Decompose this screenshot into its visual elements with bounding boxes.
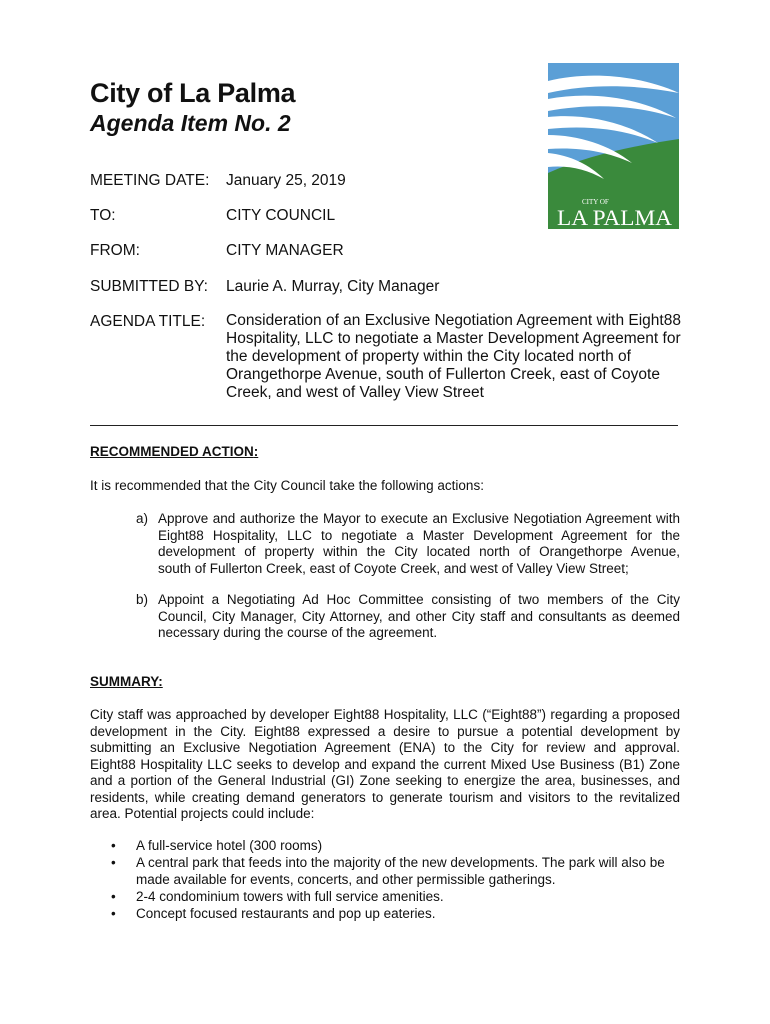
agenda-title-line: Consideration of an Exclusive Negotiation Agreement with Eight88: [226, 312, 681, 329]
from-label: FROM:: [90, 242, 140, 259]
meeting-date-label: MEETING DATE:: [90, 172, 210, 189]
recommended-action-intro: It is recommended that the City Council take the following actions:: [90, 478, 484, 493]
agenda-title-label: AGENDA TITLE:: [90, 313, 206, 330]
agenda-title-line: Creek, and west of Valley View Street: [226, 384, 484, 401]
agenda-title-line: Hospitality, LLC to negotiate a Master Development Agreement for: [226, 330, 681, 347]
logo-main-text: LA PALMA: [557, 205, 673, 229]
action-item-text: Approve and authorize the Mayor to execute an Exclusive Negotiation Agreement with Eight88 Hospitality, LLC to negotiate a Master Development Agreement for the development of property within the City located north of Orangethorpe Avenue, south of Fullerton Creek, east of Coyote Creek, and west of Valley View Street;: [158, 511, 680, 576]
header-divider: [90, 425, 678, 426]
to-value: CITY COUNCIL: [226, 207, 336, 224]
to-label: TO:: [90, 207, 116, 224]
bullet-icon: •: [111, 855, 116, 870]
action-item-text: Appoint a Negotiating Ad Hoc Committee consisting of two members of the City Council, City Manager, City Attorney, and other City staff and consultants as deemed necessary during the course of the agreement.: [158, 592, 680, 640]
document-title: City of La Palma: [90, 78, 296, 108]
recommended-action-heading: RECOMMENDED ACTION:: [90, 444, 259, 459]
document-page: City of La Palma Agenda Item No. 2 CITY OF LA PALMA MEETING DATE: January 25, 2019 TO: CITY COUNCIL FROM: CITY MANAGER SUBMITTED BY: Laurie A. Murray, City Manager AGENDA TITLE: Consideration of an Exclusive Negotiation Agreement with Eight88 Hospitality, LLC to negotiate a Master Development Agreement for the development of property within the City located north of Orangethorpe Avenue, south of Fullerton Creek, east of Coyote Creek, and west of Valley View Street RECOMMENDED ACTION: It is recommended that the City Council take the following actions: a) Approve and authorize the Mayor to execute an Exclusive Negotiation Agreement with Eight88 Hospitality, LLC to negotiate a Master Development Agreement for the development of property within the City located north of Orangethorpe Avenue, south of Fullerton Creek, east of Coyote Creek, and west of Valley View Street; b) Appoint a Negotiating Ad Hoc Committee consisting of two members of the City Council, City Manager, City Attorney, and other City staff and consultants as deemed necessary during the course of the agreement. SUMMARY: City staff was approached by developer Eight88 Hospitality, LLC (“Eight88”) regarding a proposed development in the City. Eight88 expressed a desire to pursue a potential development by submitting an Exclusive Negotiation Agreement (ENA) to the City for review and approval. Eight88 Hospitality LLC seeks to develop and expand the current Mixed Use Business (B1) Zone and a portion of the General Industrial (GI) Zone seeking to energize the area, businesses, and residents, while creating demand generators to generate tourism and visitors to the revitalized area. Potential projects could include: • A full-service hotel (300 rooms) • A central park that feeds into the majority of the new developments. The park will also be made available for events, concerts, and other permissible gatherings. • 2-4 condominium towers with full service amenities. • Concept focused restaurants and pop up eateries.: [0, 0, 770, 1024]
summary-paragraph: City staff was approached by developer Eight88 Hospitality, LLC (“Eight88”) regarding a proposed development in the City. Eight88 expressed a desire to pursue a potential development by submitting an Exclusive Negotiation Agreement (ENA) to the City for review and approval. Eight88 Hospitality LLC seeks to develop and expand the current Mixed Use Business (B1) Zone and a portion of the General Industrial (GI) Zone seeking to energize the area, businesses, and residents, while creating demand generators to generate tourism and visitors to the revitalized area. Potential projects could include:: [90, 707, 680, 821]
agenda-title-line: Orangethorpe Avenue, south of Fullerton Creek, east of Coyote: [226, 366, 660, 383]
summary-heading: SUMMARY:: [90, 674, 163, 689]
from-value: CITY MANAGER: [226, 242, 344, 259]
agenda-title-value: [226, 312, 681, 402]
bullet-icon: •: [111, 838, 116, 853]
action-item-marker: a): [136, 511, 149, 526]
logo-small-text: CITY OF: [582, 198, 609, 206]
bullet-icon: •: [111, 889, 116, 904]
submitted-by-value: Laurie A. Murray, City Manager: [226, 278, 440, 295]
submitted-by-label: SUBMITTED BY:: [90, 278, 208, 295]
city-logo: [548, 63, 679, 229]
action-item-marker: b): [136, 592, 149, 607]
agenda-item-number: Agenda Item No. 2: [90, 110, 291, 136]
bullet-icon: •: [111, 906, 116, 921]
meeting-date-value: January 25, 2019: [226, 172, 346, 189]
agenda-title-line: the development of property within the City located north of: [226, 348, 631, 365]
